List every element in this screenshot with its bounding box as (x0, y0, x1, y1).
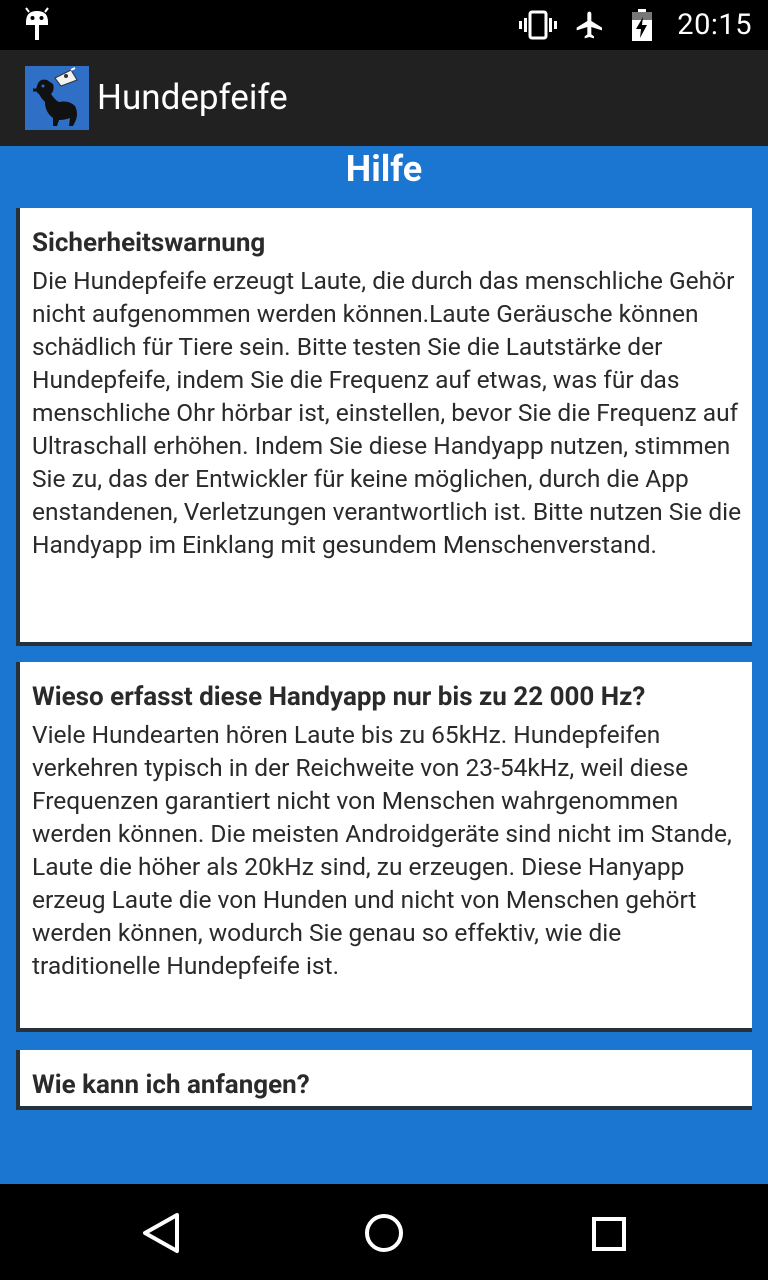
dog-whistle-logo-icon[interactable] (25, 66, 89, 130)
app-title: Hundepfeife (97, 77, 288, 118)
android-debug-icon (22, 8, 52, 42)
airplane-icon (573, 8, 607, 42)
app-bar (0, 50, 768, 146)
card-heading: Wie kann ich anfangen? (32, 1070, 310, 1100)
card-heading: Wieso erfasst diese Handyapp nur bis zu 22 000 Hz? (32, 682, 646, 712)
home-icon[interactable] (361, 1210, 407, 1256)
card-body: Viele Hundearten hören Laute bis zu 65kHz. Hundepfeifen verkehren typisch in der Reichweite von 23-54kHz, weil diese Frequenzen garantiert nicht von Menschen wahrgenommen werden können. Die meisten Androidgeräte sind nicht im Stande, Laute die höher als 20kHz sind, zu erzeugen. Diese Hanyapp erzeug Laute die von Hunden und nicht von Menschen gehört werden können, wodurch Sie genau so effektiv, wie die traditionelle Hundepfeife ist. (32, 720, 732, 980)
recent-apps-icon[interactable] (585, 1210, 631, 1256)
card-heading: Sicherheitswarnung (32, 228, 266, 258)
help-content (0, 146, 768, 1184)
card-frequency-faq (16, 662, 752, 1032)
battery-charging-icon (625, 8, 659, 42)
card-body: Die Hundepfeife erzeugt Laute, die durch das menschliche Gehör nicht aufgenommen werden können.Laute Geräusche können schädlich für Tiere sein. Bitte testen Sie die Lautstärke der Hundepfeife, indem Sie die Frequenz auf etwas, was für das menschliche Ohr hörbar ist, einstellen, bevor Sie die Frequenz auf Ultraschall erhöhen. Indem Sie diese Handyapp nutzen, stimmen Sie zu, das der Entwickler für keine möglichen, durch die App enstandenen, Verletzungen verantwortlich ist. Bitte nutzen Sie die Handyapp im Einklang mit gesundem Menschenverstand. (32, 266, 742, 559)
card-safety-warning (16, 208, 752, 646)
back-icon[interactable] (138, 1210, 184, 1256)
help-scroll-list[interactable] (16, 208, 752, 1100)
clock-time: 20:15 (677, 8, 752, 42)
card-getting-started (16, 1050, 752, 1110)
page-title: Hilfe (345, 148, 423, 190)
status-bar (0, 0, 768, 50)
vibrate-icon (521, 8, 555, 42)
navigation-bar (0, 1184, 768, 1280)
